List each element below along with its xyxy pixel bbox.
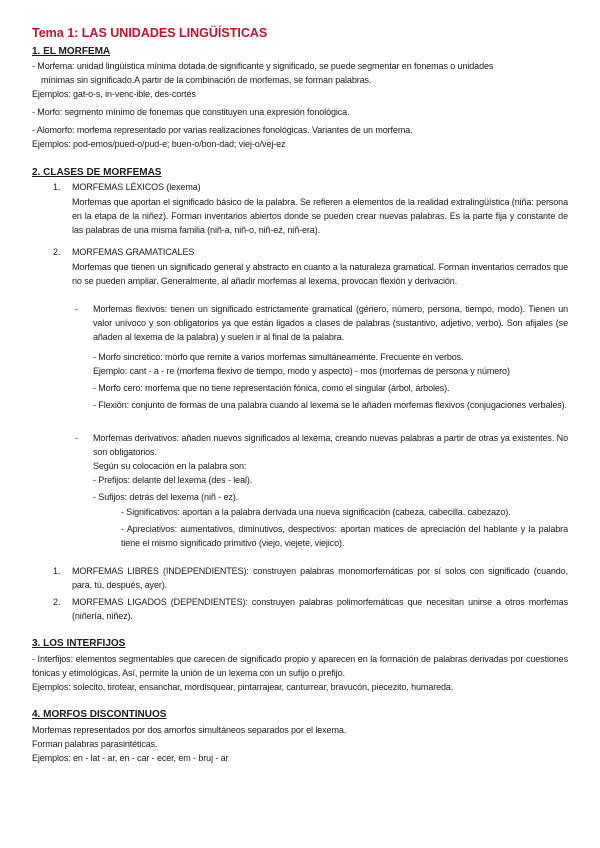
section-2-heading: 2. CLASES DE MORFEMAS (32, 167, 162, 178)
list-number-1: 1. (53, 566, 61, 576)
lexicos-description: Morfemas que aportan el significado básico de la palabra. Se refieren a elementos de la realidad extralingüística (niña: persona en la etapa de la niñez). Forman inventarios abiertos donde se pueden crear nuevas palabras. Es la parte fija y constante de las palabras de una misma familia (niñ-a, niñ-o, niñ-ez, niñ-era). (72, 197, 568, 235)
prefijos-definition: - Prefijos: delante del lexema (des - leal). (93, 475, 253, 485)
bullet-dash: - (75, 304, 78, 314)
alomorfo-examples: Ejemplos: pod-emos/pued-o/pud-e; buen-o/bon-dad; viej-o/vej-ez (32, 139, 286, 149)
morfema-examples: Ejemplos: gat-o-s, in-venc-ible, des-cortés (32, 89, 196, 99)
lexicos-title: MORFEMAS LÉXICOS (lexema) (72, 182, 201, 192)
section-1-heading: 1. EL MORFEMA (32, 46, 111, 57)
gramaticales-title: MORFEMAS GRAMATICALES (72, 247, 195, 257)
parasinteticas-note: Forman palabras parasintéticas. (32, 739, 158, 749)
flexivos-description: Morfemas flexivos: tienen un significado estrictamente gramatical (género, número, persona, tiempo, modo). Tienen un valor unívoco y son obligatorios ya que están ligados a clases de palabras (sustantivo, adjetivo, verbo). Son afijales (se añaden al lexema de la palabra) y suelen ir al final de la palabra. (93, 304, 568, 342)
derivativos-description: Morfemas derivativos: añaden nuevos significados al lexema, creando nuevas palabras a partir de otras ya existentes. No son obligatorios. (93, 433, 568, 457)
list-number-1: 1. (53, 182, 61, 192)
section-3-heading: 3. LOS INTERFIJOS (32, 638, 126, 649)
alomorfo-definition: - Alomorfo: morfema representado por varias realizaciones fonológicas. Variantes de un morfema. (32, 125, 413, 135)
colocacion-intro: Según su colocación en la palabra son: (93, 461, 247, 471)
discontinuos-definition: Morfemas representados por dos amorfos simultáneos separados por el lexema. (32, 725, 347, 735)
morfo-definition: - Morfo: segmento mínimo de fonemas que constituyen una expresión fonológica. (32, 107, 350, 117)
list-number-2: 2. (53, 597, 61, 607)
discontinuos-examples: Ejemplos: en - lat - ar, en - car - ecer, em - bruj - ar (32, 753, 229, 763)
interfijos-definition: - Interfijos: elementos segmentables que carecen de significado propio y aparecen en la formación de palabras derivadas por cuestiones fónicas y etimológicas. Así, permite la unión de un lexema con un sufijo o prefijo. (32, 654, 568, 678)
morfo-cero: - Morfo cero: morfema que no tiene representación fónica, como el singular (árbol, árboles). (93, 383, 450, 393)
interfijos-examples: Ejemplos: solecito, tirotear, ensanchar, mordisquear, pintarrajear, canturrear, bravucón, piecezito, humareda. (32, 682, 454, 692)
morfema-definition-line-2: mínimas sin significado.A partir de la combinación de morfemas, se forman palabras. (41, 75, 372, 85)
morfo-sincretico: - Morfo sincrético: morfo que remite a varios morfemas simultáneamente. Frecuente en verbos. (93, 352, 464, 362)
document-title: Tema 1: LAS UNIDADES LINGÜÍSTICAS (32, 26, 268, 40)
significativos-definition: - Significativos: aportan a la palabra derivada una nueva significación (cabeza, cabecilla. cabezazo). (121, 507, 511, 517)
gramaticales-description: Morfemas que tienen un significado general y abstracto en cuanto a la naturaleza gramatical. Forman inventarios cerrados que no se pueden ampliar. Generalmente, al añadir morfemas al lexema, provocan flexión y derivación. (72, 262, 568, 286)
bullet-dash: - (75, 433, 78, 443)
apreciativos-definition: - Apreciativos: aumentativos, diminutivos, despectivos: aportan matices de apreciación del hablante y la palabra tiene el mismo significado primitivo (viejo, viejete, viejico). (121, 524, 568, 548)
morfemas-ligados: MORFEMAS LIGADOS (DEPENDIENTES): construyen palabras polimorfemáticas que necesitan unirse a otros morfemas (niñería, niñez). (72, 597, 568, 621)
section-4-heading: 4. MORFOS DISCONTINUOS (32, 709, 167, 720)
morfema-definition-line-1: - Morfema: unidad lingüística mínima dotada de significante y significado, se puede segmentar en fonemas o unidades (32, 61, 494, 71)
sufijos-definition: - Sufijos: detrás del lexema (niñ - ez). (93, 492, 239, 502)
morfemas-libres: MORFEMAS LIBRES (INDEPENDIENTES): construyen palabras monomorfemáticas por sí solos con significado (cuando, para, tú, después, ayer). (72, 566, 568, 590)
morfo-sincretico-example: Ejemplo: cant - a - re (morfema flexivo de tiempo, modo y aspecto) - mos (morfemas de persona y número) (93, 366, 510, 376)
flexion-definition: - Flexión: conjunto de formas de una palabra cuando al lexema se le añaden morfemas flexivos (conjugaciones verbales). (93, 400, 567, 410)
list-number-2: 2. (53, 247, 61, 257)
